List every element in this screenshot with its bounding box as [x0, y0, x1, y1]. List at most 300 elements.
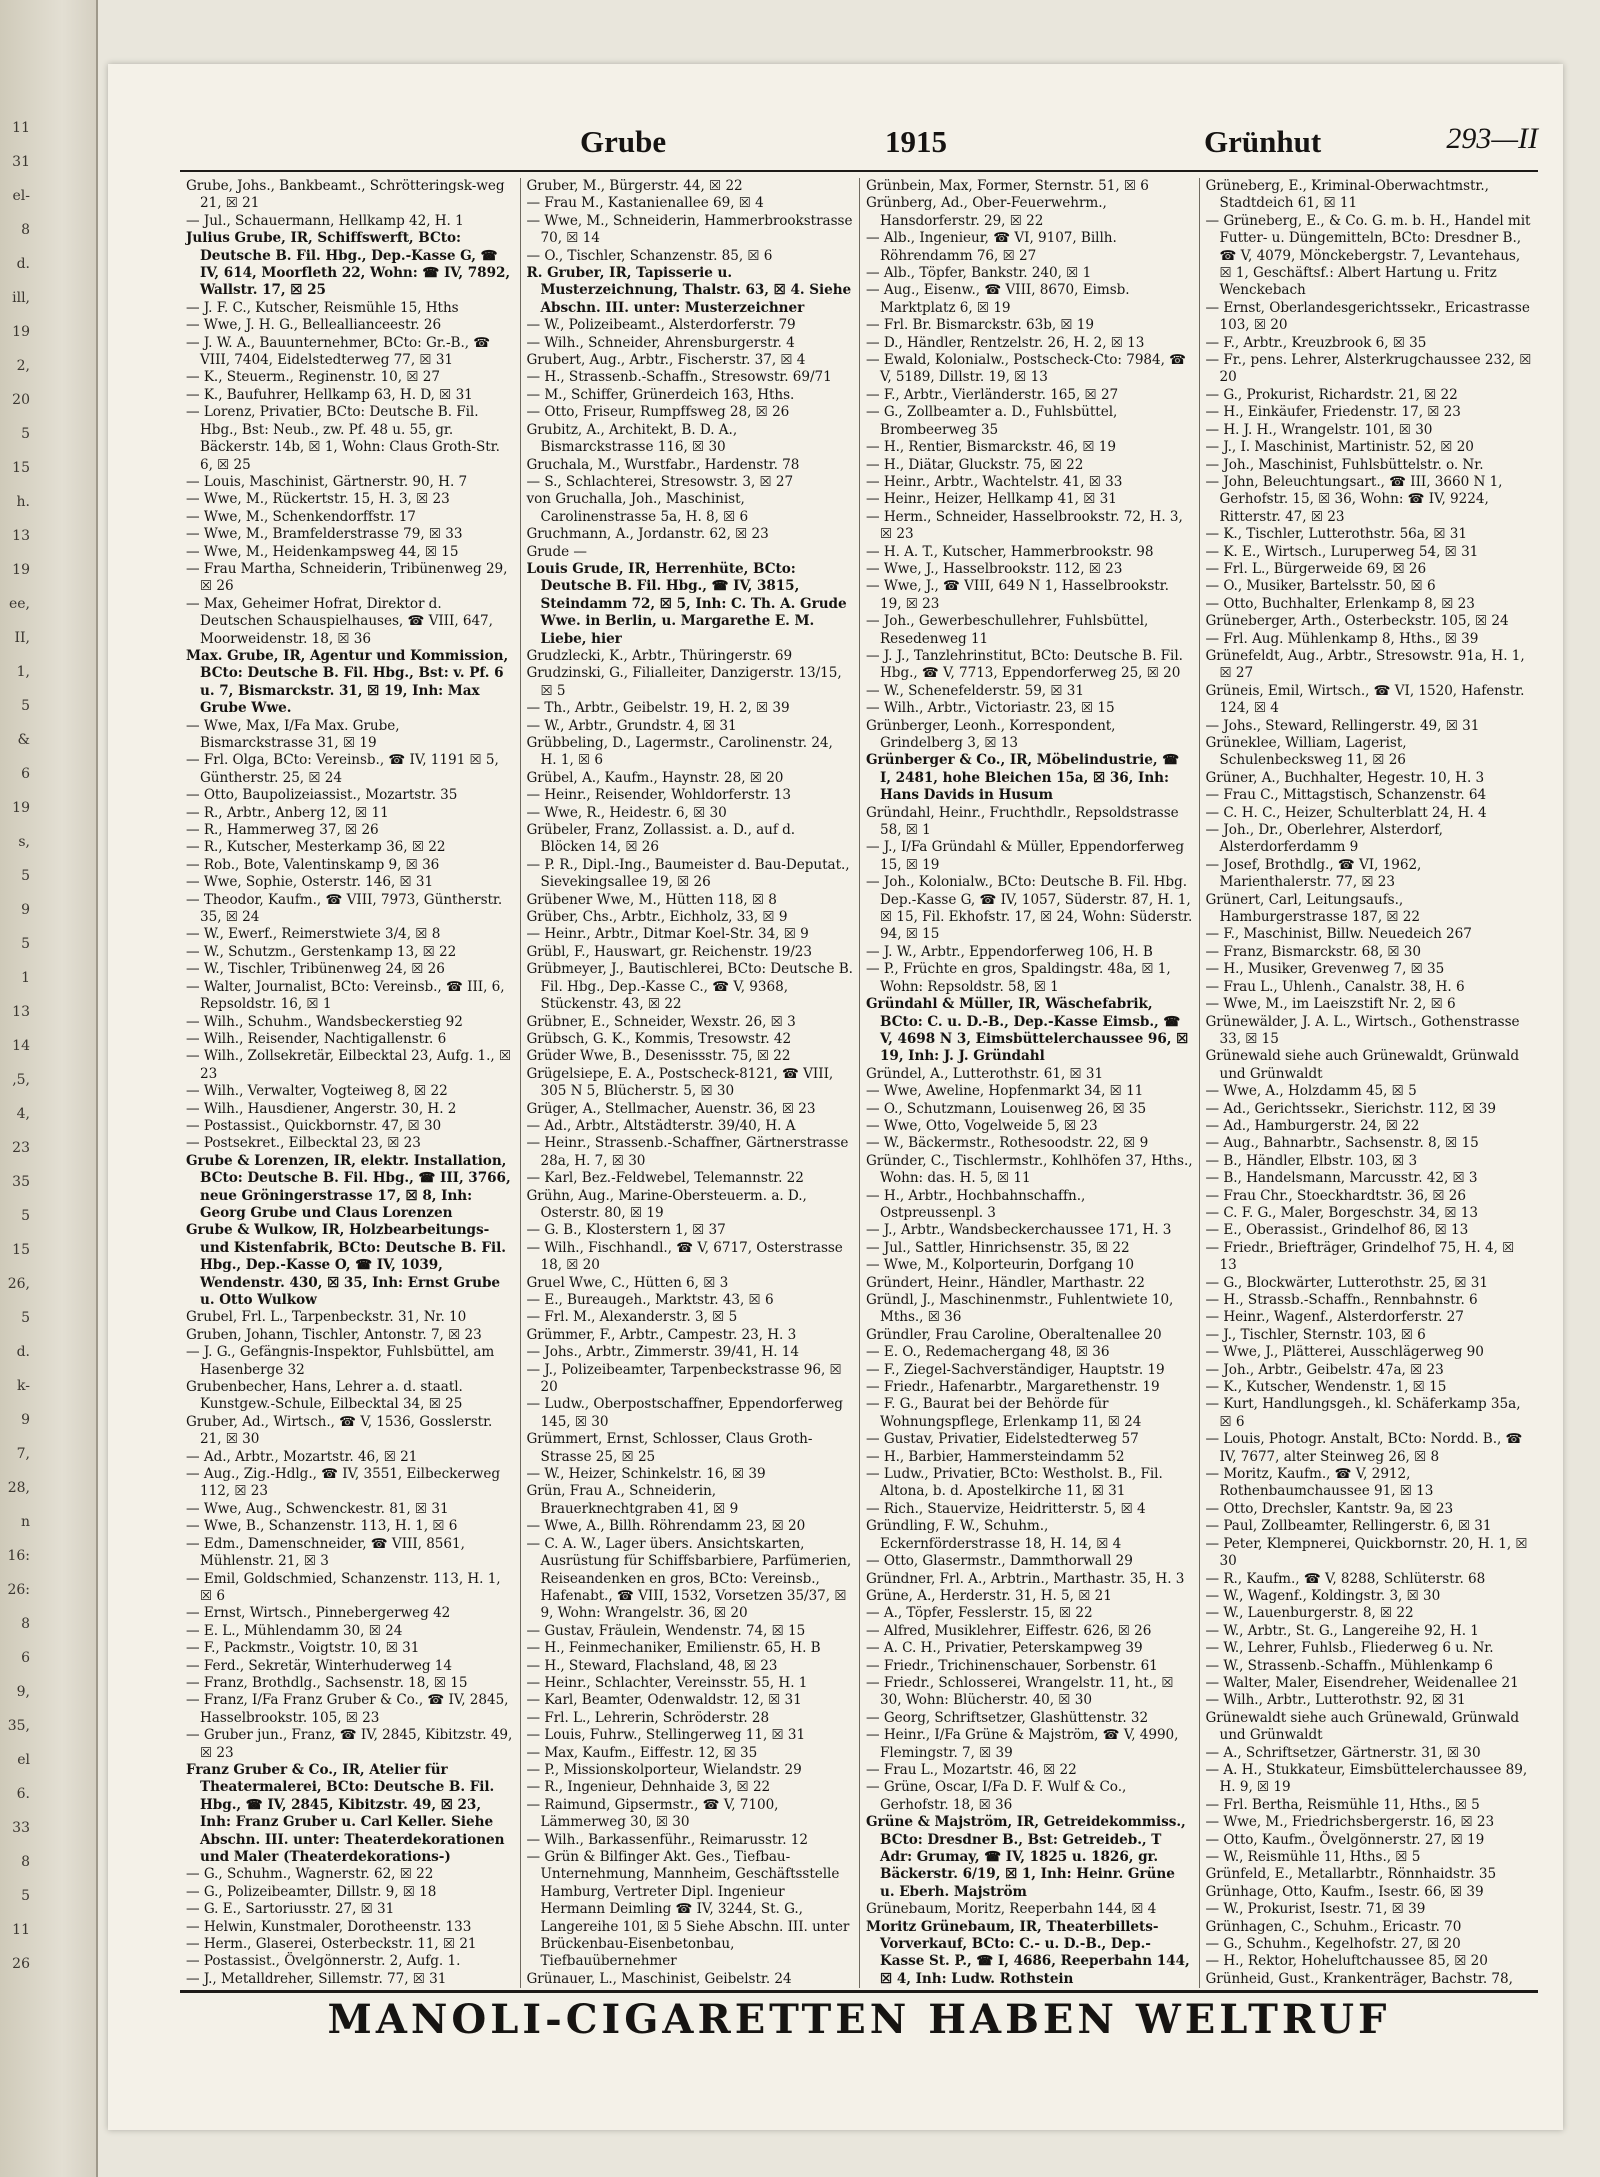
page-number: 293—II	[1446, 122, 1538, 155]
directory-entry: — G. B., Klosterstern 1, ☒ 37	[526, 1222, 726, 1239]
directory-entry: — Wilh., Fischhandl., ☎ V, 6717, Osterstrasse 18, ☒ 20	[526, 1239, 843, 1274]
directory-entry: — J., Arbtr., Wandsbeckerchaussee 171, H. 3	[866, 1222, 1172, 1239]
directory-entry: — F. G., Baurat bei der Behörde für Wohnungspflege, Erlenkamp 11, ☒ 24	[866, 1396, 1142, 1430]
directory-entry: — Raimund, Gipsermstr., ☎ V, 7100, Lämmerweg 30, ☒ 30	[526, 1796, 779, 1831]
directory-entry: Grünheid, Gust., Krankenträger, Bachstr. 78,	[1205, 1970, 1513, 1987]
directory-entry: — J., Polizeibeamter, Tarpenbeckstrasse 96, ☒ 20	[526, 1361, 842, 1396]
directory-entry: — Heinr., Reisender, Wohldorferstr. 13	[526, 787, 791, 804]
directory-entry: — J., I. Maschinist, Martinistr. 52, ☒ 20	[1205, 439, 1474, 456]
directory-entry: — R., Kutscher, Mesterkamp 36, ☒ 22	[186, 839, 446, 856]
previous-page-fragment: 5	[21, 698, 30, 714]
directory-entry: — J., I/Fa Gründahl & Müller, Eppendorferweg 15, ☒ 19	[866, 839, 1185, 873]
directory-entry: — F., Packmstr., Voigtstr. 10, ☒ 31	[186, 1640, 420, 1657]
directory-entry: — Emil, Goldschmied, Schanzenstr. 113, H. 1, ☒ 6	[186, 1570, 501, 1604]
directory-entry: — C. F. G., Maler, Borgeschstr. 34, ☒ 13	[1205, 1204, 1478, 1221]
directory-entry: — H., Feinmechaniker, Emilienstr. 65, H. B	[526, 1640, 821, 1657]
previous-page-fragment: 28,	[7, 1480, 30, 1496]
previous-page-fragment: 2,	[16, 358, 30, 374]
previous-page-fragment: 15	[12, 460, 30, 476]
previous-page-fragment: 5	[21, 1888, 30, 1904]
directory-entry: — Helwin, Kunstmaler, Dorotheenstr. 133	[186, 1918, 472, 1935]
directory-entry: — H., Rektor, Hoheluftchaussee 85, ☒ 20	[1205, 1953, 1488, 1970]
header-rule	[180, 170, 1538, 172]
directory-entry: — Ad., Arbtr., Mozartstr. 46, ☒ 21	[186, 1448, 418, 1465]
directory-entry: — Wilh., Arbtr., Lutterothstr. 92, ☒ 31	[1205, 1692, 1466, 1709]
directory-entry: Gruchmann, A., Jordanstr. 62, ☒ 23	[526, 526, 769, 543]
directory-entry: Grünhage, Otto, Kaufm., Isestr. 66, ☒ 39	[1205, 1883, 1484, 1900]
directory-entry: — Herm., Schneider, Hasselbrookstr. 72, H. 3, ☒ 23	[866, 508, 1183, 543]
directory-entry: — Heinr., Heizer, Hellkamp 41, ☒ 31	[866, 491, 1117, 508]
directory-entry: — Johs., Arbtr., Zimmerstr. 39/41, H. 14	[526, 1344, 800, 1361]
directory-entry: — W., Ewerf., Reimerstwiete 3/4, ☒ 8	[186, 926, 441, 943]
directory-entry: — Walter, Maler, Eisendreher, Weidenallee 21	[1205, 1674, 1519, 1691]
directory-entry: — W., Polizeibeamt., Alsterdorferstr. 79	[526, 317, 796, 334]
directory-entry: — D., Händler, Rentzelstr. 26, H. 2, ☒ 13	[866, 334, 1145, 351]
directory-entry: Louis Grude, IR, Herrenhüte, BCto: Deutsche B. Fil. Hbg., ☎ IV, 3815, Steindamm 72, ☒ 5, Inh: C. Th. A. Grude Wwe. in Berlin, u. Margarethe E. M. Liebe, hier	[526, 560, 847, 647]
directory-entry: — W., Wagenf., Koldingstr. 3, ☒ 30	[1205, 1587, 1441, 1604]
directory-entry: Gründler, Frau Caroline, Oberaltenallee 20	[866, 1326, 1162, 1343]
directory-entry: — Ad., Arbtr., Altstädterstr. 39/40, H. A	[526, 1117, 796, 1134]
directory-entry: Grübeler, Franz, Zollassist. a. D., auf d. Blöcken 14, ☒ 26	[526, 822, 796, 856]
directory-entry: — Frl. L., Lehrerin, Schröderstr. 28	[526, 1709, 770, 1726]
previous-page-fragment: 5	[21, 1208, 30, 1224]
directory-entry: Gründahl, Heinr., Fruchthdlr., Repsoldstrasse 58, ☒ 1	[866, 804, 1179, 839]
directory-entry: — Max, Kaufm., Eiffestr. 12, ☒ 35	[526, 1744, 758, 1761]
directory-entry: — R., Hammerweg 37, ☒ 26	[186, 822, 379, 839]
directory-entry: — F., Maschinist, Billw. Neuedeich 267	[1205, 926, 1472, 943]
directory-entry: — Wwe, M., Schenkendorffstr. 17	[186, 508, 416, 525]
directory-entry: — A. C. H., Privatier, Peterskampweg 39	[866, 1640, 1143, 1657]
directory-entry: Grünewälder, J. A. L., Wirtsch., Gothenstrasse 33, ☒ 15	[1205, 1013, 1520, 1047]
directory-entry: — E. L., Mühlendamm 30, ☒ 24	[186, 1622, 403, 1639]
directory-entry: Grüne, A., Herderstr. 31, H. 5, ☒ 21	[866, 1587, 1112, 1604]
directory-entry: — H. A. T., Kutscher, Hammerbrookstr. 98	[866, 543, 1154, 560]
footer-rule	[180, 1990, 1538, 1993]
previous-page-fragment: 1,	[16, 664, 30, 680]
directory-entry: — J., Tischler, Sternstr. 103, ☒ 6	[1205, 1326, 1426, 1343]
directory-entry: Grün, Frau A., Schneiderin, Brauerknechtgraben 41, ☒ 9	[526, 1483, 739, 1517]
directory-entry: — B., Handelsmann, Marcusstr. 42, ☒ 3	[1205, 1170, 1478, 1187]
directory-entry: — O., Musiker, Bartelsstr. 50, ☒ 6	[1205, 578, 1436, 595]
header-left-word: Grube	[580, 124, 667, 159]
directory-entry: — H., Einkäufer, Friedenstr. 17, ☒ 23	[1205, 404, 1461, 421]
previous-page-fragment: 8	[21, 1616, 30, 1632]
directory-entry: — W., Reismühle 11, Hths., ☒ 5	[1205, 1849, 1421, 1865]
directory-entry: — E., Bureaugeh., Marktstr. 43, ☒ 6	[526, 1292, 774, 1308]
directory-entry: Grübl, F., Hauswart, gr. Reichenstr. 19/23	[526, 943, 812, 960]
previous-page-fragment: 7,	[16, 1446, 30, 1462]
directory-entry: — Wwe, M., Kolporteurin, Dorfgang 10	[866, 1257, 1134, 1274]
directory-entry: — F., Arbtr., Vierländerstr. 165, ☒ 27	[866, 386, 1119, 403]
previous-page-fragment: 1	[21, 970, 30, 986]
directory-entry: — Gustav, Privatier, Eidelstedterweg 57	[866, 1431, 1139, 1448]
directory-entry: — R., Kaufm., ☎ V, 8288, Schlüterstr. 68	[1205, 1570, 1486, 1587]
directory-entry: — Wwe, A., Billh. Röhrendamm 23, ☒ 20	[526, 1518, 806, 1535]
directory-entry: — W., Lehrer, Fuhlsb., Fliederweg 6 u. Nr.	[1205, 1640, 1494, 1657]
page-header	[180, 118, 1538, 162]
directory-entry: Grübmeyer, J., Bautischlerei, BCto: Deutsche B. Fil. Hbg., Dep.-Kasse C., ☎ V, 9368, Stückenstr. 43, ☒ 22	[526, 961, 853, 1013]
directory-entry: — Frau Martha, Schneiderin, Tribünenweg 29, ☒ 26	[186, 560, 508, 595]
directory-entry: Max. Grube, IR, Agentur und Kommission, BCto: Deutsche B. Fil. Hbg., Bst: v. Pf. 6 u. 7, Bismarckstr. 31, ☒ 19, Inh: Max Grube Wwe.	[186, 647, 509, 717]
directory-entry: — E. O., Redemachergang 48, ☒ 36	[866, 1344, 1110, 1361]
previous-page-fragment: 13	[12, 528, 30, 544]
directory-entry: — Wwe, Max, I/Fa Max. Grube, Bismarckstrasse 31, ☒ 19	[186, 717, 400, 751]
directory-entry: Grünewaldt siehe auch Grünewald, Grünwald und Grünwaldt	[1205, 1709, 1519, 1744]
directory-entry: — Ludw., Privatier, BCto: Westholst. B., Fil. Altona, b. d. Apostelkirche 11, ☒ 31	[866, 1466, 1163, 1500]
previous-page-fragment: &	[17, 732, 30, 748]
directory-entry: — J. F. C., Kutscher, Reismühle 15, Hths	[186, 299, 459, 316]
directory-entry: — Wwe, Aweline, Hopfenmarkt 34, ☒ 11	[866, 1083, 1144, 1100]
directory-entry: — Johs., Steward, Rellingerstr. 49, ☒ 31	[1205, 717, 1480, 734]
directory-entry: — Wwe, J. H. G., Belleallianceestr. 26	[186, 317, 442, 334]
directory-entry: Grünberger, Leonh., Korrespondent, Grindelberg 3, ☒ 13	[866, 717, 1116, 751]
directory-entry: Grüneis, Emil, Wirtsch., ☎ VI, 1520, Hafenstr. 124, ☒ 4	[1205, 682, 1525, 717]
directory-entry: — O., Tischler, Schanzenstr. 85, ☒ 6	[526, 247, 773, 264]
directory-entry: — Jul., Sattler, Hinrichsenstr. 35, ☒ 22	[866, 1239, 1130, 1256]
directory-entry: Gruber, M., Bürgerstr. 44, ☒ 22	[526, 178, 743, 194]
directory-entry: — Wilh., Arbtr., Victoriastr. 23, ☒ 15	[866, 700, 1115, 717]
directory-entry: Grünert, Carl, Leitungsaufs., Hamburgerstrasse 187, ☒ 22	[1205, 891, 1421, 926]
directory-entry: — Joh., Arbtr., Geibelstr. 47a, ☒ 23	[1205, 1361, 1444, 1378]
directory-entry: — Otto, Kaufm., Övelgönnerstr. 27, ☒ 19	[1205, 1831, 1485, 1848]
directory-entry: — Ferd., Sekretär, Winterhuderweg 14	[186, 1657, 452, 1674]
previous-page-fragment: 26:	[7, 1582, 30, 1598]
directory-entry: — Postassist., Quickbornstr. 47, ☒ 30	[186, 1117, 442, 1134]
previous-page-fragment: k-	[17, 1378, 30, 1394]
directory-entry: — Joh., Kolonialw., BCto: Deutsche B. Fil. Hbg. Dep.-Kasse G, ☎ IV, 1057, Süderstr. 87, H. 1, ☒ 15, Fil. Ekhofstr. 17, ☒ 24, Wohn: Süderstr. 94, ☒ 15	[866, 874, 1193, 943]
previous-page-fragment: 8	[21, 222, 30, 238]
directory-entry: — Frl. M., Alexanderstr. 3, ☒ 5	[526, 1309, 738, 1326]
directory-entry: — Wwe, B., Schanzenstr. 113, H. 1, ☒ 6	[186, 1518, 458, 1535]
directory-entry: — W., Heizer, Schinkelstr. 16, ☒ 39	[526, 1466, 766, 1483]
directory-entry: — W., Arbtr., St. G., Langereihe 92, H. 1	[1205, 1622, 1479, 1639]
directory-entry: Grübsch, G. K., Kommis, Tresowstr. 42	[526, 1030, 792, 1047]
previous-page-fragment: ee,	[8, 596, 30, 612]
directory-entry: — J. W. A., Bauunternehmer, BCto: Gr.-B., ☎ VIII, 7404, Eidelstedterweg 77, ☒ 31	[186, 334, 491, 369]
previous-page-fragment: h.	[16, 494, 30, 510]
directory-entry: — Otto, Drechsler, Kantstr. 9a, ☒ 23	[1205, 1500, 1454, 1517]
column-2	[520, 178, 860, 1988]
directory-entry: Grünebaum, Moritz, Reeperbahn 144, ☒ 4	[866, 1901, 1157, 1918]
directory-entry: — Wwe, M., im Laeiszstift Nr. 2, ☒ 6	[1205, 996, 1456, 1013]
directory-entry: — Lorenz, Privatier, BCto: Deutsche B. Fil. Hbg., Bst: Neub., zw. Pf. 48 u. 55, gr. Bäckerstr. 14b, ☒ 1, Wohn: Claus Groth-Str. 6, ☒ 25	[186, 404, 500, 473]
directory-entry: Gründert, Heinr., Händler, Marthastr. 22	[866, 1274, 1145, 1291]
directory-entry: Grudzinski, G., Filialleiter, Danzigerstr. 13/15, ☒ 5	[526, 665, 842, 699]
directory-entry: — Heinr., Arbtr., Wachtelstr. 41, ☒ 33	[866, 473, 1123, 490]
directory-entry: Gründl, J., Maschinenmstr., Fuhlentwiete 10, Mths., ☒ 36	[866, 1292, 1174, 1326]
directory-entry: Grüne & Majström, IR, Getreidekommiss., BCto: Dresdner B., Bst: Getreideb., T Adr: Grumay, ☎ IV, 1825 u. 1826, gr. Bäckerstr. 6/19, ☒ 1, Inh: Heinr. Grüne u. Eberh. Majström	[866, 1814, 1186, 1900]
directory-entry: — Max, Geheimer Hofrat, Direktor d. Deutschen Schauspielhauses, ☎ VIII, 647, Moorweidenstr. 18, ☒ 36	[186, 595, 493, 647]
directory-entry: Gründling, F. W., Schuhm., Eckernförderstrasse 18, H. 14, ☒ 4	[866, 1518, 1122, 1552]
directory-entry: Grübener Wwe, M., Hütten 118, ☒ 8	[526, 891, 777, 908]
directory-entry: — B., Händler, Elbstr. 103, ☒ 3	[1205, 1152, 1418, 1169]
directory-entry: — W., Bäckermstr., Rothesoodstr. 22, ☒ 9	[866, 1135, 1149, 1152]
directory-entry: — Alb., Ingenieur, ☎ VI, 9107, Billh. Röhrendamm 76, ☒ 27	[866, 230, 1117, 264]
directory-entry: Gruben, Johann, Tischler, Antonstr. 7, ☒ 23	[186, 1326, 482, 1343]
directory-entry: — Frau L., Uhlenh., Canalstr. 38, H. 6	[1205, 978, 1465, 995]
previous-page-fragment: 20	[12, 392, 30, 408]
directory-entry: — K., Steuerm., Reginenstr. 10, ☒ 27	[186, 369, 440, 386]
directory-entry: — Otto, Friseur, Rumpffsweg 28, ☒ 26	[526, 404, 790, 421]
directory-entry: — H. J. H., Wrangelstr. 101, ☒ 30	[1205, 421, 1433, 438]
directory-entry: — Franz, Bismarckstr. 68, ☒ 30	[1205, 943, 1421, 960]
directory-entry: — Frau L., Mozartstr. 46, ☒ 22	[866, 1761, 1077, 1778]
directory-entry: — A., Töpfer, Fesslerstr. 15, ☒ 22	[866, 1605, 1093, 1622]
directory-entry: — Th., Arbtr., Geibelstr. 19, H. 2, ☒ 39	[526, 700, 790, 717]
directory-entry: — Rob., Bote, Valentinskamp 9, ☒ 36	[186, 856, 440, 873]
directory-entry: — W., Schutzm., Gerstenkamp 13, ☒ 22	[186, 943, 457, 960]
directory-entry: — C. A. W., Lager übers. Ansichtskarten, Ausrüstung für Schiffsbarbiere, Parfümerien, Reiseandenken en gros, BCto: Vereinsb., Hafenabt., ☎ VIII, 1532, Vorsetzen 35/37, ☒ 9, Wohn: Wrangelstr. 36, ☒ 20	[526, 1535, 852, 1622]
directory-entry: — Otto, Buchhalter, Erlenkamp 8, ☒ 23	[1205, 595, 1475, 612]
directory-entry: — W., Arbtr., Grundstr. 4, ☒ 31	[526, 717, 737, 734]
directory-entry: — Wwe, Otto, Vogelweide 5, ☒ 23	[866, 1117, 1098, 1134]
previous-page-fragment: 19	[12, 324, 30, 340]
directory-entry: — W., Tischler, Tribünenweg 24, ☒ 26	[186, 961, 445, 978]
previous-page-fragment: 5	[21, 936, 30, 952]
directory-entry: — Grüneberg, E., & Co. G. m. b. H., Handel mit Futter- u. Düngemitteln, BCto: Dresdner B., ☎ V, 4079, Mönckebergstr. 7, Levantehaus, ☒ 1, Geschäftsf.: Albert Hartung u. Fritz Wenckebach	[1205, 212, 1531, 299]
directory-entry: Grüneberger, Arth., Osterbeckstr. 105, ☒ 24	[1205, 613, 1509, 630]
directory-entry: — Joh., Dr., Oberlehrer, Alsterdorf, Alsterdorferdamm 9	[1205, 822, 1443, 856]
previous-page-fragment: 23	[12, 1140, 30, 1156]
directory-entry: — R., Ingenieur, Dehnhaide 3, ☒ 22	[526, 1779, 771, 1796]
previous-page-fragment: 14	[12, 1038, 30, 1054]
directory-entry: — Gruber jun., Franz, ☎ IV, 2845, Kibitzstr. 49, ☒ 23	[186, 1727, 513, 1761]
previous-page-fragment: el-	[12, 188, 30, 204]
directory-entry: — H., Diätar, Gluckstr. 75, ☒ 22	[866, 456, 1084, 473]
directory-entry: — Karl, Bez.-Feldwebel, Telemannstr. 22	[526, 1170, 804, 1187]
directory-entry: — P. R., Dipl.-Ing., Baumeister d. Bau-Deputat., Sievekingsallee 19, ☒ 26	[526, 856, 850, 891]
directory-entry: — K. E., Wirtsch., Luruperweg 54, ☒ 31	[1205, 543, 1479, 560]
directory-entry: — G., Zollbeamter a. D., Fuhlsbüttel, Brombeerweg 35	[866, 404, 1118, 438]
directory-entry: — Frl. Bertha, Reismühle 11, Hths., ☒ 5	[1205, 1796, 1480, 1813]
directory-entry: — Wilh., Hausdiener, Angerstr. 30, H. 2	[186, 1100, 457, 1117]
directory-entry: — Moritz, Kaufm., ☎ V, 2912, Rothenbaumchaussee 91, ☒ 13	[1205, 1466, 1434, 1500]
directory-entry: — G., Schuhm., Wagnerstr. 62, ☒ 22	[186, 1866, 434, 1883]
directory-entry: — Wilh., Barkassenführ., Reimarusstr. 12	[526, 1831, 808, 1848]
directory-entry: — Joh., Maschinist, Fuhlsbüttelstr. o. Nr.	[1205, 456, 1484, 473]
directory-entry: — Ewald, Kolonialw., Postscheck-Cto: 7984, ☎ V, 5189, Dillstr. 19, ☒ 13	[866, 352, 1187, 386]
directory-entry: — H., Barbier, Hammersteindamm 52	[866, 1448, 1125, 1465]
directory-entry: — S., Schlachterei, Stresowstr. 3, ☒ 27	[526, 473, 794, 490]
directory-entry: — Wwe, J., ☎ VIII, 649 N 1, Hasselbrookstr. 19, ☒ 23	[866, 578, 1169, 612]
directory-entry: Grube & Lorenzen, IR, elektr. Installation, BCto: Deutsche B. Fil. Hbg., ☎ III, 3766, neue Gröningerstrasse 17, ☒ 8, Inh: Georg Grube und Claus Lorenzen	[186, 1152, 511, 1221]
previous-page-fragment: ill,	[12, 290, 30, 306]
previous-page-fragment: 26	[12, 1956, 30, 1972]
directory-entry: — Postsekret., Eilbecktal 23, ☒ 23	[186, 1135, 421, 1152]
previous-page-fragment: 31	[12, 154, 30, 170]
directory-entry: Grünefeldt, Aug., Arbtr., Stresowstr. 91a, H. 1, ☒ 27	[1205, 647, 1525, 682]
directory-entry: — J., Metalldreher, Sillemstr. 77, ☒ 31	[186, 1970, 447, 1987]
directory-entry: — Otto, Baupolizeiassist., Mozartstr. 35	[186, 787, 458, 804]
previous-page-fragment: el	[17, 1752, 30, 1768]
directory-entry: — Otto, Glasermstr., Dammthorwall 29	[866, 1553, 1133, 1570]
previous-page-fragment: 26,	[7, 1276, 30, 1292]
directory-entry: — Ludw., Oberpostschaffner, Eppendorferweg 145, ☒ 30	[526, 1396, 843, 1430]
directory-entry: — Heinr., I/Fa Grüne & Majström, ☎ V, 4990, Flemingstr. 7, ☒ 39	[866, 1727, 1179, 1761]
directory-entry: — K., Kutscher, Wendenstr. 1, ☒ 15	[1205, 1379, 1447, 1396]
directory-entry: — W., Schenefelderstr. 59, ☒ 31	[866, 682, 1084, 699]
previous-page-fragment: 16:	[7, 1548, 30, 1564]
directory-entry: — Joh., Gewerbeschullehrer, Fuhlsbüttel, Resedenweg 11	[866, 613, 1149, 647]
directory-entry: — J. G., Gefängnis-Inspektor, Fuhlsbüttel, am Hasenberge 32	[186, 1344, 495, 1378]
directory-entry: — G., Schuhm., Kegelhofstr. 27, ☒ 20	[1205, 1936, 1461, 1953]
directory-entry: R. Gruber, IR, Tapisserie u. Musterzeichnung, Thalstr. 63, ☒ 4. Siehe Abschn. III. unter: Musterzeichner	[526, 265, 852, 316]
directory-entry: — G. E., Sartoriusstr. 27, ☒ 31	[186, 1901, 395, 1918]
directory-entry: Grubert, Aug., Arbtr., Fischerstr. 37, ☒ 4	[526, 352, 806, 369]
directory-entry: — Theodor, Kaufm., ☎ VIII, 7973, Güntherstr. 35, ☒ 24	[186, 891, 503, 926]
directory-entry: Grüder Wwe, B., Desenissstr. 75, ☒ 22	[526, 1048, 791, 1065]
directory-entry: — Kurt, Handlungsgeh., kl. Schäferkamp 35a, ☒ 6	[1205, 1396, 1521, 1430]
directory-entry: — A. H., Stukkateur, Eimsbüttelerchaussee 89, H. 9, ☒ 19	[1205, 1761, 1528, 1796]
directory-entry: — Friedr., Schlosserei, Wrangelstr. 11, ht., ☒ 30, Wohn: Blücherstr. 40, ☒ 30	[866, 1674, 1174, 1709]
directory-entry: — Herm., Glaserei, Osterbeckstr. 11, ☒ 21	[186, 1936, 477, 1953]
column-1	[180, 178, 520, 1988]
directory-entry: — Fr., pens. Lehrer, Alsterkrugchaussee 232, ☒ 20	[1205, 352, 1532, 386]
directory-entry: — Aug., Bahnarbtr., Sachsenstr. 8, ☒ 15	[1205, 1135, 1479, 1152]
directory-entry: — Edm., Damenschneider, ☎ VIII, 8561, Mühlenstr. 21, ☒ 3	[186, 1535, 465, 1570]
directory-entry: Grübner, E., Schneider, Wexstr. 26, ☒ 3	[526, 1013, 796, 1030]
directory-entry: — F., Ziegel-Sachverständiger, Hauptstr. 19	[866, 1361, 1165, 1378]
directory-entry: — M., Schiffer, Grünerdeich 163, Hths.	[526, 386, 795, 403]
directory-entry: — G., Polizeibeamter, Dillstr. 9, ☒ 18	[186, 1883, 437, 1900]
previous-page-fragment: 11	[12, 120, 30, 136]
directory-entry: — K., Tischler, Lutterothstr. 56a, ☒ 31	[1205, 526, 1467, 543]
directory-entry: — Jul., Schauermann, Hellkamp 42, H. 1	[186, 212, 464, 229]
directory-entry: — Walter, Journalist, BCto: Vereinsb., ☎ III, 6, Repsoldstr. 16, ☒ 1	[186, 978, 505, 1013]
directory-entry: — Grüne, Oscar, I/Fa D. F. Wulf & Co., Gerhofstr. 18, ☒ 36	[866, 1779, 1127, 1813]
previous-page-fragment: II,	[14, 630, 30, 646]
directory-entry: Moritz Grünebaum, IR, Theaterbillets-Vorverkauf, BCto: C.- u. D.-B., Dep.-Kasse St. P., ☎ I, 4686, Reeperbahn 144, ☒ 4, Inh: Ludw. Rothstein	[866, 1918, 1190, 1987]
previous-page-fragment: ,5,	[12, 1072, 30, 1088]
previous-page-fragment: 19	[12, 800, 30, 816]
previous-page-fragment: 6	[21, 1650, 30, 1666]
directory-entry: — Wwe, M., Rückertstr. 15, H. 3, ☒ 23	[186, 491, 450, 508]
directory-entry: — Frau M., Kastanienallee 69, ☒ 4	[526, 195, 764, 212]
previous-page-fragment: 9	[21, 1412, 30, 1428]
directory-entry: — Wilh., Schneider, Ahrensburgerstr. 4	[526, 334, 795, 351]
directory-entry: — W., Lauenburgerstr. 8, ☒ 22	[1205, 1605, 1414, 1622]
previous-page-fragment: 5	[21, 868, 30, 884]
directory-entry: — Frl. Aug. Mühlenkamp 8, Hths., ☒ 39	[1205, 630, 1479, 647]
directory-entry: — Aug., Zig.-Hdlg., ☎ IV, 3551, Eilbeckerweg 112, ☒ 23	[186, 1466, 501, 1500]
directory-entry: — Friedr., Briefträger, Grindelhof 75, H. 4, ☒ 13	[1205, 1239, 1515, 1274]
directory-entry: Grüger, A., Stellmacher, Auenstr. 36, ☒ 23	[526, 1100, 816, 1117]
directory-entry: — Franz, Brothdlg., Sachsenstr. 18, ☒ 15	[186, 1674, 468, 1691]
directory-entry: Grubenbecher, Hans, Lehrer a. d. staatl. Kunstgew.-Schule, Eilbecktal 34, ☒ 25	[186, 1379, 463, 1413]
directory-entry: — P., Missionskolporteur, Wielandstr. 29	[526, 1761, 802, 1778]
directory-entry: Grüber, Chs., Arbtr., Eichholz, 33, ☒ 9	[526, 909, 788, 926]
previous-page-fragment: d.	[16, 1344, 30, 1360]
directory-entry: — Heinr., Wagenf., Alsterdorferstr. 27	[1205, 1309, 1464, 1326]
directory-entry: Grümmert, Ernst, Schlosser, Claus Groth-Strasse 25, ☒ 25	[526, 1431, 813, 1465]
directory-entry: — H., Arbtr., Hochbahnschaffn., Ostpreussenpl. 3	[866, 1187, 1086, 1221]
directory-entry: — Gustav, Fräulein, Wendenstr. 74, ☒ 15	[526, 1622, 806, 1639]
directory-entry: Grünhagen, C., Schuhm., Ericastr. 70	[1205, 1918, 1462, 1935]
directory-entry: Grubitz, A., Architekt, B. D. A., Bismarckstrasse 116, ☒ 30	[526, 421, 738, 456]
directory-entry: — Frau Chr., Stoeckhardtstr. 36, ☒ 26	[1205, 1187, 1467, 1204]
column-3	[859, 178, 1199, 1988]
directory-entry: Gruber, Ad., Wirtsch., ☎ V, 1536, Gosslerstr. 21, ☒ 30	[186, 1413, 493, 1448]
directory-entry: — H., Musiker, Grevenweg 7, ☒ 35	[1205, 961, 1445, 978]
directory-entry: — Karl, Beamter, Odenwaldstr. 12, ☒ 31	[526, 1692, 802, 1709]
previous-page-fragment: 9	[21, 902, 30, 918]
directory-entry: — Wwe, M., Schneiderin, Hammerbrookstrasse 70, ☒ 14	[526, 212, 853, 247]
directory-entry: Grüneberg, E., Kriminal-Oberwachtmstr., Stadtdeich 61, ☒ 11	[1205, 178, 1489, 212]
directory-entry: Gruel Wwe, C., Hütten 6, ☒ 3	[526, 1274, 729, 1291]
directory-entry: — Alb., Töpfer, Bankstr. 240, ☒ 1	[866, 265, 1092, 282]
directory-entry: — G., Prokurist, Richardstr. 21, ☒ 22	[1205, 386, 1458, 403]
previous-page-fragment: 8	[21, 1854, 30, 1870]
directory-entry: — H., Steward, Flachsland, 48, ☒ 23	[526, 1657, 778, 1674]
previous-page-fragment: 35,	[7, 1718, 30, 1734]
directory-entry: — Wilh., Reisender, Nachtigallenstr. 6	[186, 1030, 447, 1047]
header-right-word: Grünhut	[1204, 124, 1322, 159]
directory-entry: — Ad., Gerichtssekr., Sierichstr. 112, ☒ 39	[1205, 1100, 1496, 1117]
directory-entry: Grubel, Frl. L., Tarpenbeckstr. 31, Nr. 10	[186, 1309, 467, 1326]
directory-entry: — Ernst, Oberlandesgerichtssekr., Ericastrasse 103, ☒ 20	[1205, 299, 1530, 334]
directory-entry: — Peter, Klempnerei, Quickbornstr. 20, H. 1, ☒ 30	[1205, 1535, 1528, 1570]
directory-entry: Grünfeld, E., Metallarbtr., Rönnhaidstr. 35	[1205, 1866, 1497, 1883]
directory-entry: — Heinr., Arbtr., Ditmar Koel-Str. 34, ☒ 9	[526, 926, 809, 943]
directory-entry: Grünberger & Co., IR, Möbelindustrie, ☎ I, 2481, hohe Bleichen 15a, ☒ 36, Inh: Hans Davids in Husum	[866, 752, 1180, 804]
directory-entry: — Wwe, Sophie, Osterstr. 146, ☒ 31	[186, 874, 434, 891]
directory-entry: Grüneklee, William, Lagerist, Schulenbecksweg 11, ☒ 26	[1205, 735, 1407, 769]
directory-entry: — Louis, Maschinist, Gärtnerstr. 90, H. 7	[186, 473, 468, 490]
directory-entry: von Gruchalla, Joh., Maschinist, Carolinenstrasse 5a, H. 8, ☒ 6	[526, 491, 749, 525]
previous-page-fragment: 9,	[16, 1684, 30, 1700]
directory-entry: — Aug., Eisenw., ☎ VIII, 8670, Eimsb. Marktplatz 6, ☒ 19	[866, 282, 1130, 316]
directory-entry: Grübel, A., Kaufm., Haynstr. 28, ☒ 20	[526, 769, 784, 786]
directory-entry: — H., Strassb.-Schaffn., Rennbahnstr. 6	[1205, 1292, 1478, 1308]
directory-entry: Grümmer, F., Arbtr., Campestr. 23, H. 3	[526, 1326, 797, 1343]
directory-entry: — O., Schutzmann, Louisenweg 26, ☒ 35	[866, 1100, 1147, 1117]
directory-entry: Grude —	[526, 543, 587, 560]
directory-entry: — Heinr., Schlachter, Vereinsstr. 55, H. 1	[526, 1674, 808, 1691]
directory-entry: — Alfred, Musiklehrer, Eiffestr. 626, ☒ 26	[866, 1622, 1152, 1639]
directory-columns	[180, 178, 1538, 1988]
directory-entry: — E., Oberassist., Grindelhof 86, ☒ 13	[1205, 1222, 1469, 1239]
directory-entry: — R., Arbtr., Anberg 12, ☒ 11	[186, 804, 389, 821]
directory-entry: — Louis, Photogr. Anstalt, BCto: Nordd. B., ☎ IV, 7677, alter Steinweg 26, ☒ 8	[1205, 1431, 1523, 1465]
directory-entry: — Wilh., Verwalter, Vogteiweg 8, ☒ 22	[186, 1083, 448, 1100]
directory-entry: — Frau C., Mittagstisch, Schanzenstr. 64	[1205, 787, 1487, 804]
directory-entry: — J. J., Tanzlehrinstitut, BCto: Deutsche B. Fil. Hbg., ☎ V, 7713, Eppendorferweg 25, ☒ 20	[866, 647, 1183, 682]
directory-entry: Grühn, Aug., Marine-Obersteuerm. a. D., Osterstr. 80, ☒ 19	[526, 1187, 807, 1221]
previous-page-fragment: s,	[18, 834, 30, 850]
directory-entry: — Wwe, J., Hasselbrookstr. 112, ☒ 23	[866, 560, 1123, 577]
directory-entry: Grübbeling, D., Lagermstr., Carolinenstr. 24, H. 1, ☒ 6	[526, 735, 833, 769]
previous-page-fragment: 4,	[16, 1106, 30, 1122]
directory-entry: — Frl. L., Bürgerweide 69, ☒ 26	[1205, 560, 1427, 577]
directory-entry: — Wilh., Zollsekretär, Eilbecktal 23, Aufg. 1., ☒ 23	[186, 1048, 512, 1082]
directory-entry: — Frl. Olga, BCto: Vereinsb., ☎ IV, 1191 ☒ 5, Güntherstr. 25, ☒ 24	[186, 752, 499, 786]
directory-entry: Grünewald siehe auch Grünewaldt, Grünwald und Grünwaldt	[1205, 1048, 1519, 1082]
directory-entry: Grube, Johs., Bankbeamt., Schrötteringsk-weg 21, ☒ 21	[186, 178, 505, 212]
previous-page-fragment: 5	[21, 1310, 30, 1326]
directory-entry: — W., Strassenb.-Schaffn., Mühlenkamp 6	[1205, 1657, 1493, 1674]
directory-entry: — Friedr., Trichinenschauer, Sorbenstr. 61	[866, 1657, 1158, 1674]
directory-entry: — Wwe, M., Bramfelderstrasse 79, ☒ 33	[186, 526, 463, 543]
directory-entry: — Wwe, A., Holzdamm 45, ☒ 5	[1205, 1083, 1417, 1100]
directory-entry: — J. W., Arbtr., Eppendorferweg 106, H. B	[866, 943, 1153, 960]
directory-entry: — Postassist., Övelgönnerstr. 2, Aufg. 1.	[186, 1953, 461, 1970]
directory-entry: — W., Prokurist, Isestr. 71, ☒ 39	[1205, 1901, 1426, 1918]
directory-entry: — Frl. Br. Bismarckstr. 63b, ☒ 19	[866, 317, 1095, 334]
directory-entry: — F., Arbtr., Kreuzbrook 6, ☒ 35	[1205, 334, 1427, 351]
directory-entry: — H., Strassenb.-Schaffn., Stresowstr. 69/71	[526, 369, 832, 386]
directory-entry: Gründner, Frl. A., Arbtrin., Marthastr. 35, H. 3	[866, 1570, 1185, 1587]
column-4	[1199, 178, 1539, 1988]
